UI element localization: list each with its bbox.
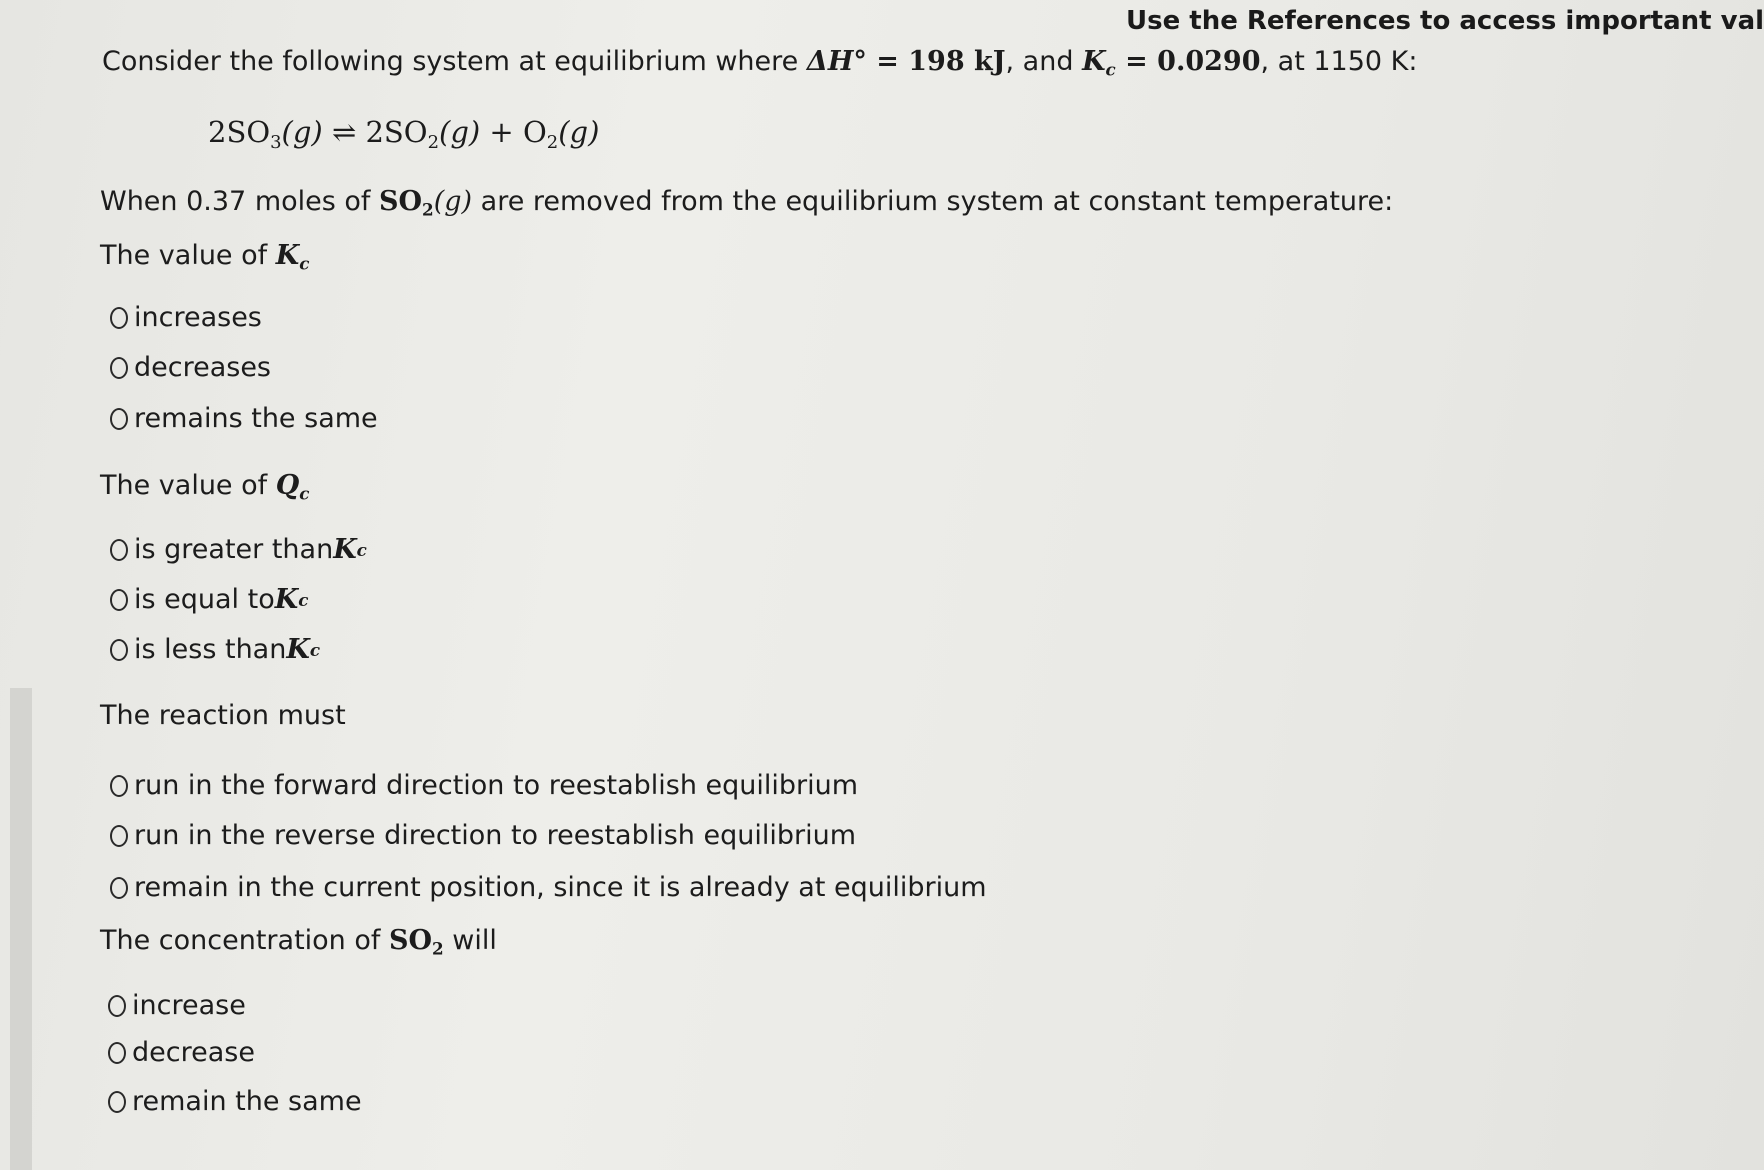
stimulus-species-sub: 2 <box>422 199 434 220</box>
option-symbol: K <box>333 534 357 565</box>
radio-button[interactable] <box>110 539 128 561</box>
kc-value: = 0.0290 <box>1115 46 1261 77</box>
option-label: is equal to <box>134 584 275 615</box>
option-kc-remains-same[interactable] <box>110 403 378 434</box>
prompt-symbol: K <box>275 240 300 271</box>
question-kc-prompt <box>100 240 310 274</box>
prompt-species: SO <box>388 925 433 956</box>
option-qc-less[interactable]: is less than K c <box>110 634 320 665</box>
option-symbol: K <box>286 634 310 665</box>
option-kc-decreases[interactable] <box>110 352 271 383</box>
prompt-prefix: The concentration of <box>100 925 389 956</box>
kc-sub: c <box>1105 59 1116 80</box>
option-reverse[interactable] <box>110 820 856 851</box>
prompt-prefix: The value of <box>100 470 276 501</box>
option-conc-decrease[interactable] <box>108 1037 255 1068</box>
question-qc-prompt <box>100 470 310 504</box>
radio-button[interactable] <box>110 589 128 611</box>
option-label: increases <box>134 302 262 333</box>
radio-button[interactable] <box>108 995 126 1017</box>
left-scrollbar-strip <box>10 688 32 1170</box>
option-label: remain the same <box>132 1086 362 1117</box>
prompt-suffix: will <box>443 925 497 956</box>
product-2-state: (g) <box>558 115 600 149</box>
product-2: O <box>522 115 547 149</box>
product-2-sub: 2 <box>546 131 559 153</box>
product-1: 2SO <box>365 115 428 149</box>
option-conc-remain-same[interactable] <box>108 1086 362 1117</box>
plus-sign: + <box>480 115 523 149</box>
stimulus-text <box>100 186 1394 220</box>
stimulus-species-state: (g) <box>433 186 473 217</box>
intro-prefix: Consider the following system at equilibrium where <box>102 46 807 77</box>
option-conc-increase[interactable] <box>108 990 246 1021</box>
stimulus-prefix: When 0.37 moles of <box>100 186 380 217</box>
delta-h-symbol: ΔH° <box>806 46 867 77</box>
prompt-prefix: The value of <box>100 240 276 271</box>
temp-text: , at 1150 K: <box>1260 46 1418 77</box>
question-reaction-prompt <box>100 700 346 731</box>
reactant: 2SO <box>208 115 271 149</box>
option-label: run in the forward direction to reestablish equilibrium <box>134 770 859 801</box>
kc-symbol: K <box>1082 46 1106 77</box>
option-kc-increases[interactable] <box>110 302 262 333</box>
option-qc-greater[interactable]: is greater than K c <box>110 534 367 565</box>
radio-button[interactable] <box>110 639 128 661</box>
option-qc-equal[interactable]: is equal to K c <box>110 584 308 615</box>
prompt-sub: c <box>299 483 310 504</box>
delta-h-value: = 198 kJ <box>866 46 1006 77</box>
reactant-state: (g) <box>281 115 323 149</box>
equilibrium-arrow: ⇌ <box>322 115 366 149</box>
radio-button[interactable] <box>110 825 128 847</box>
references-banner[interactable]: Use the References to access important val <box>1126 6 1764 36</box>
product-1-sub: 2 <box>427 131 440 153</box>
radio-button[interactable] <box>108 1042 126 1064</box>
option-label: remain in the current position, since it is already at equilibrium <box>134 872 987 903</box>
option-symbol: K <box>274 584 299 615</box>
option-label: remains the same <box>134 403 378 434</box>
question-concentration-prompt <box>100 925 497 959</box>
option-label: increase <box>132 990 246 1021</box>
stimulus-suffix: are removed from the equilibrium system at constant temperature: <box>472 186 1394 217</box>
option-forward[interactable] <box>110 770 858 801</box>
stimulus-species: SO <box>379 186 423 217</box>
prompt-species-sub: 2 <box>432 938 444 959</box>
prompt-prefix: The reaction must <box>100 700 346 731</box>
option-remain-position[interactable] <box>110 872 987 903</box>
prompt-symbol: Q <box>275 470 300 501</box>
radio-button[interactable] <box>110 357 128 379</box>
option-label: is less than <box>134 634 287 665</box>
option-label: decreases <box>134 352 272 383</box>
product-1-state: (g) <box>439 115 481 149</box>
option-label: is greater than <box>134 534 334 565</box>
radio-button[interactable] <box>110 307 128 329</box>
radio-button[interactable] <box>110 775 128 797</box>
radio-button[interactable] <box>108 1091 126 1113</box>
reaction-equation <box>208 115 600 153</box>
option-label: decrease <box>132 1037 255 1068</box>
and-text: , and <box>1005 46 1083 77</box>
radio-button[interactable] <box>110 408 128 430</box>
intro-text <box>102 46 1418 80</box>
radio-button[interactable] <box>110 877 128 899</box>
reactant-sub: 3 <box>270 131 282 153</box>
prompt-sub: c <box>299 253 310 274</box>
option-label: run in the reverse direction to reestablish equilibrium <box>134 820 857 851</box>
